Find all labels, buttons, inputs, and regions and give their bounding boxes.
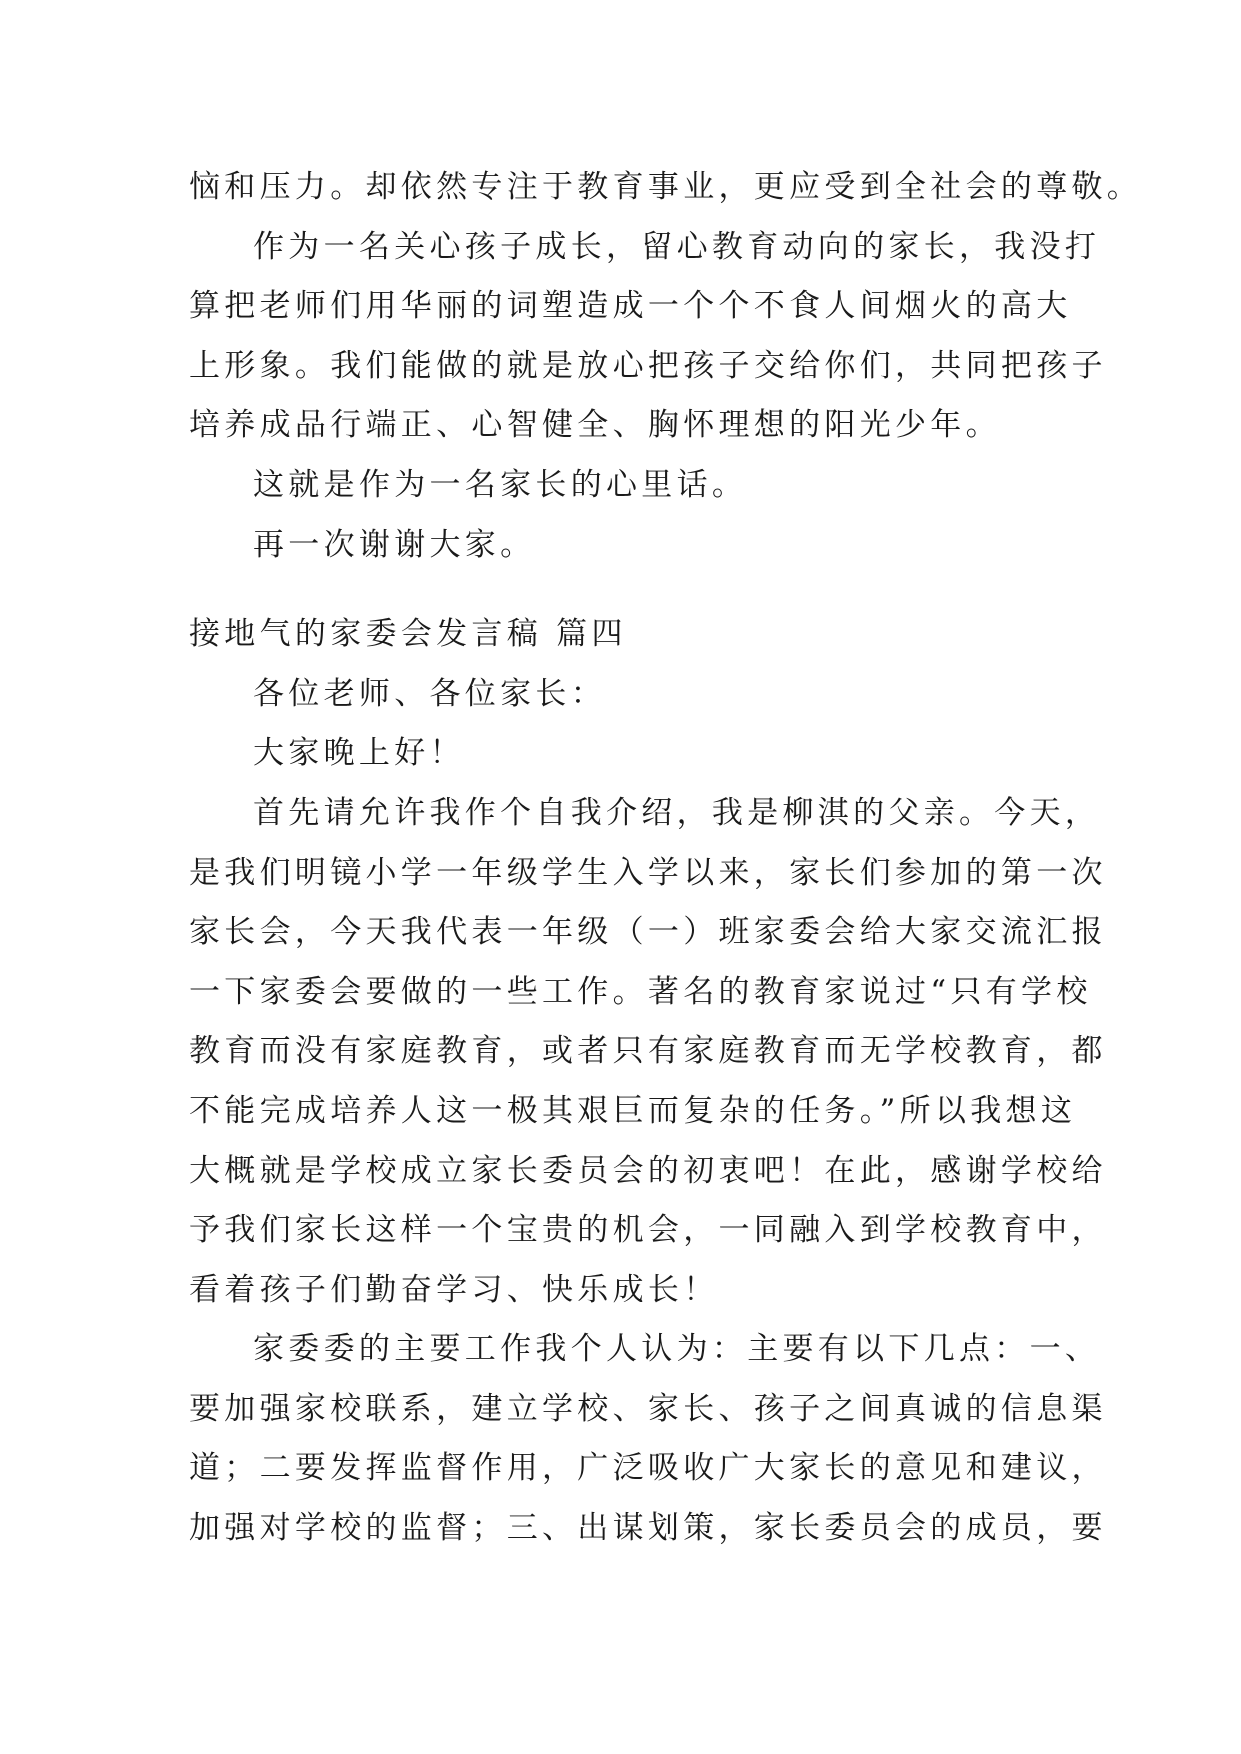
text-line: 大概就是学校成立家长委员会的初衷吧！在此，感谢学校给 bbox=[189, 1152, 1107, 1189]
text-line: 加强对学校的监督；三、出谋划策，家长委员会的成员，要 bbox=[189, 1510, 1107, 1547]
text-line: 再一次谢谢大家。 bbox=[253, 526, 536, 563]
document-body bbox=[189, 158, 1143, 1559]
text-line: 培养成品行端正、心智健全、胸怀理想的阳光少年。 bbox=[189, 407, 1001, 444]
text-line: 上形象。我们能做的就是放心把孩子交给你们，共同把孩子 bbox=[189, 347, 1107, 384]
text-line: 道；二要发挥监督作用，广泛吸收广大家长的意见和建议， bbox=[189, 1450, 1107, 1487]
text-line: 首先请允许我作个自我介绍，我是柳淇的父亲。今天， bbox=[253, 794, 1101, 831]
text-line: 恼和压力。却依然专注于教育事业，更应受到全社会的尊敬。 bbox=[189, 169, 1143, 205]
section-gap bbox=[189, 575, 1061, 605]
text-line: 不能完成培养人这一极其艰巨而复杂的任务。”所以我想这 bbox=[189, 1092, 1077, 1129]
salutation-line: 各位老师、各位家长： bbox=[253, 675, 606, 712]
text-line: 要加强家校联系，建立学校、家长、孩子之间真诚的信息渠 bbox=[189, 1390, 1107, 1427]
text-line: 家委委的主要工作我个人认为：主要有以下几点：一、 bbox=[253, 1331, 1101, 1368]
greeting-line: 大家晚上好！ bbox=[253, 735, 465, 772]
text-line: 家长会，今天我代表一年级（一）班家委会给大家交流汇报 bbox=[189, 914, 1107, 951]
section-heading: 接地气的家委会发言稿 篇四 bbox=[189, 616, 627, 653]
text-line: 是我们明镜小学一年级学生入学以来，家长们参加的第一次 bbox=[189, 854, 1107, 891]
text-line: 作为一名关心孩子成长，留心教育动向的家长，我没打 bbox=[253, 228, 1101, 265]
text-line: 一下家委会要做的一些工作。著名的教育家说过“只有学校 bbox=[189, 973, 1092, 1010]
text-line: 予我们家长这样一个宝贵的机会，一同融入到学校教育中， bbox=[189, 1212, 1107, 1249]
text-line: 算把老师们用华丽的词塑造成一个个不食人间烟火的高大 bbox=[189, 288, 1072, 325]
text-line: 教育而没有家庭教育，或者只有家庭教育而无学校教育，都 bbox=[189, 1033, 1107, 1070]
text-line: 这就是作为一名家长的心里话。 bbox=[253, 466, 748, 503]
text-line: 看着孩子们勤奋学习、快乐成长！ bbox=[189, 1271, 719, 1308]
